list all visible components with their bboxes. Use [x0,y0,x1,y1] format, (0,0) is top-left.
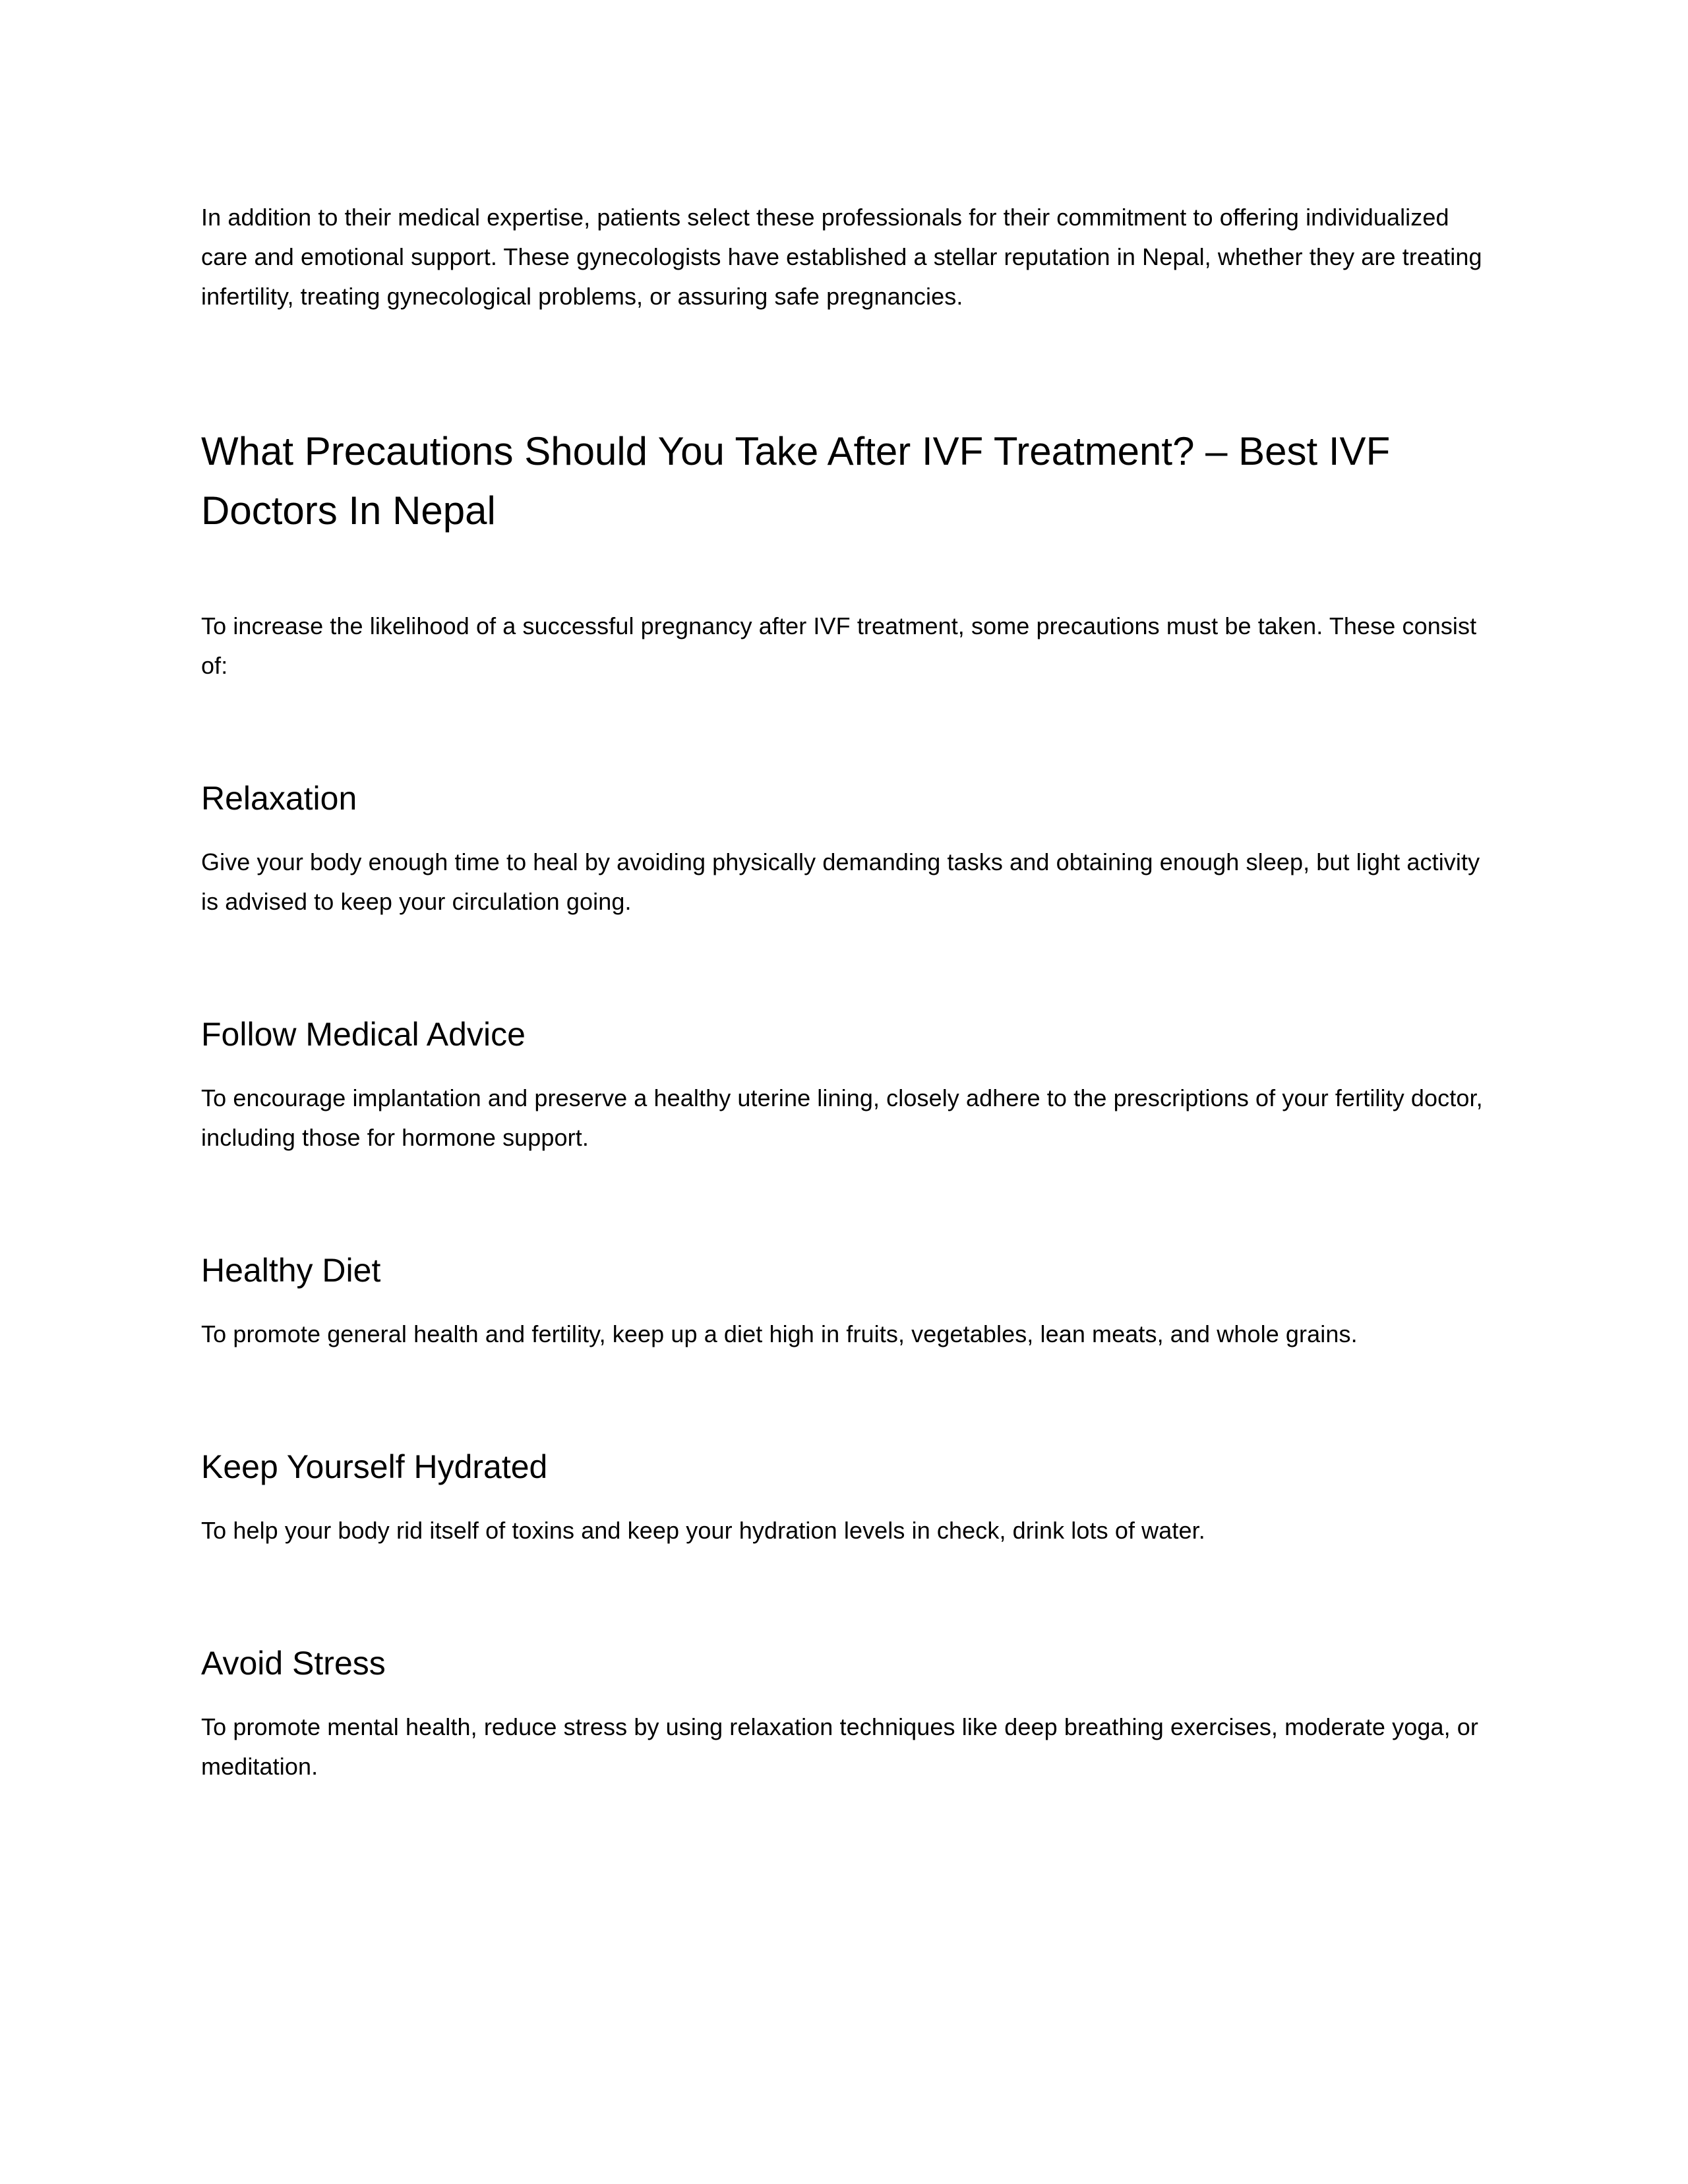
section-paragraph: To promote general health and fertility, keep up a diet high in fruits, vegetables, lean meats, and whole grains. [201,1320,1358,1347]
section-heading: Healthy Diet [201,1252,381,1289]
section-heading: Avoid Stress [201,1645,386,1682]
section-keep-yourself-hydrated [201,1446,1490,1550]
section-paragraph: To encourage implantation and preserve a healthy uterine lining, closely adhere to the prescriptions of your fertility doctor, including those for hormone support. [201,1084,1483,1151]
lead-paragraph: To increase the likelihood of a successful pregnancy after IVF treatment, some precautions must be taken. These consist of: [201,612,1477,679]
document-body [201,198,1490,1786]
section-relaxation [201,778,1490,922]
section-follow-medical-advice [201,1014,1490,1158]
intro-paragraph: In addition to their medical expertise, patients select these professionals for their commitment to offering individualized care and emotional support. These gynecologists have established a stellar reputation in Nepal, whether they are treating infertility, treating gynecological problems, or assuring safe pregnancies. [201,204,1482,310]
section-healthy-diet [201,1250,1490,1354]
section-heading: Keep Yourself Hydrated [201,1448,548,1485]
section-paragraph: To help your body rid itself of toxins and keep your hydration levels in check, drink lots of water. [201,1517,1205,1544]
section-avoid-stress [201,1643,1490,1786]
section-paragraph: To promote mental health, reduce stress by using relaxation techniques like deep breathing exercises, moderate yoga, or meditation. [201,1713,1478,1780]
main-heading: What Precautions Should You Take After IVF Treatment? – Best IVF Doctors In Nepal [201,429,1391,533]
section-heading: Follow Medical Advice [201,1016,526,1053]
section-paragraph: Give your body enough time to heal by avoiding physically demanding tasks and obtaining enough sleep, but light activity is advised to keep your circulation going. [201,848,1480,915]
section-heading: Relaxation [201,780,357,817]
